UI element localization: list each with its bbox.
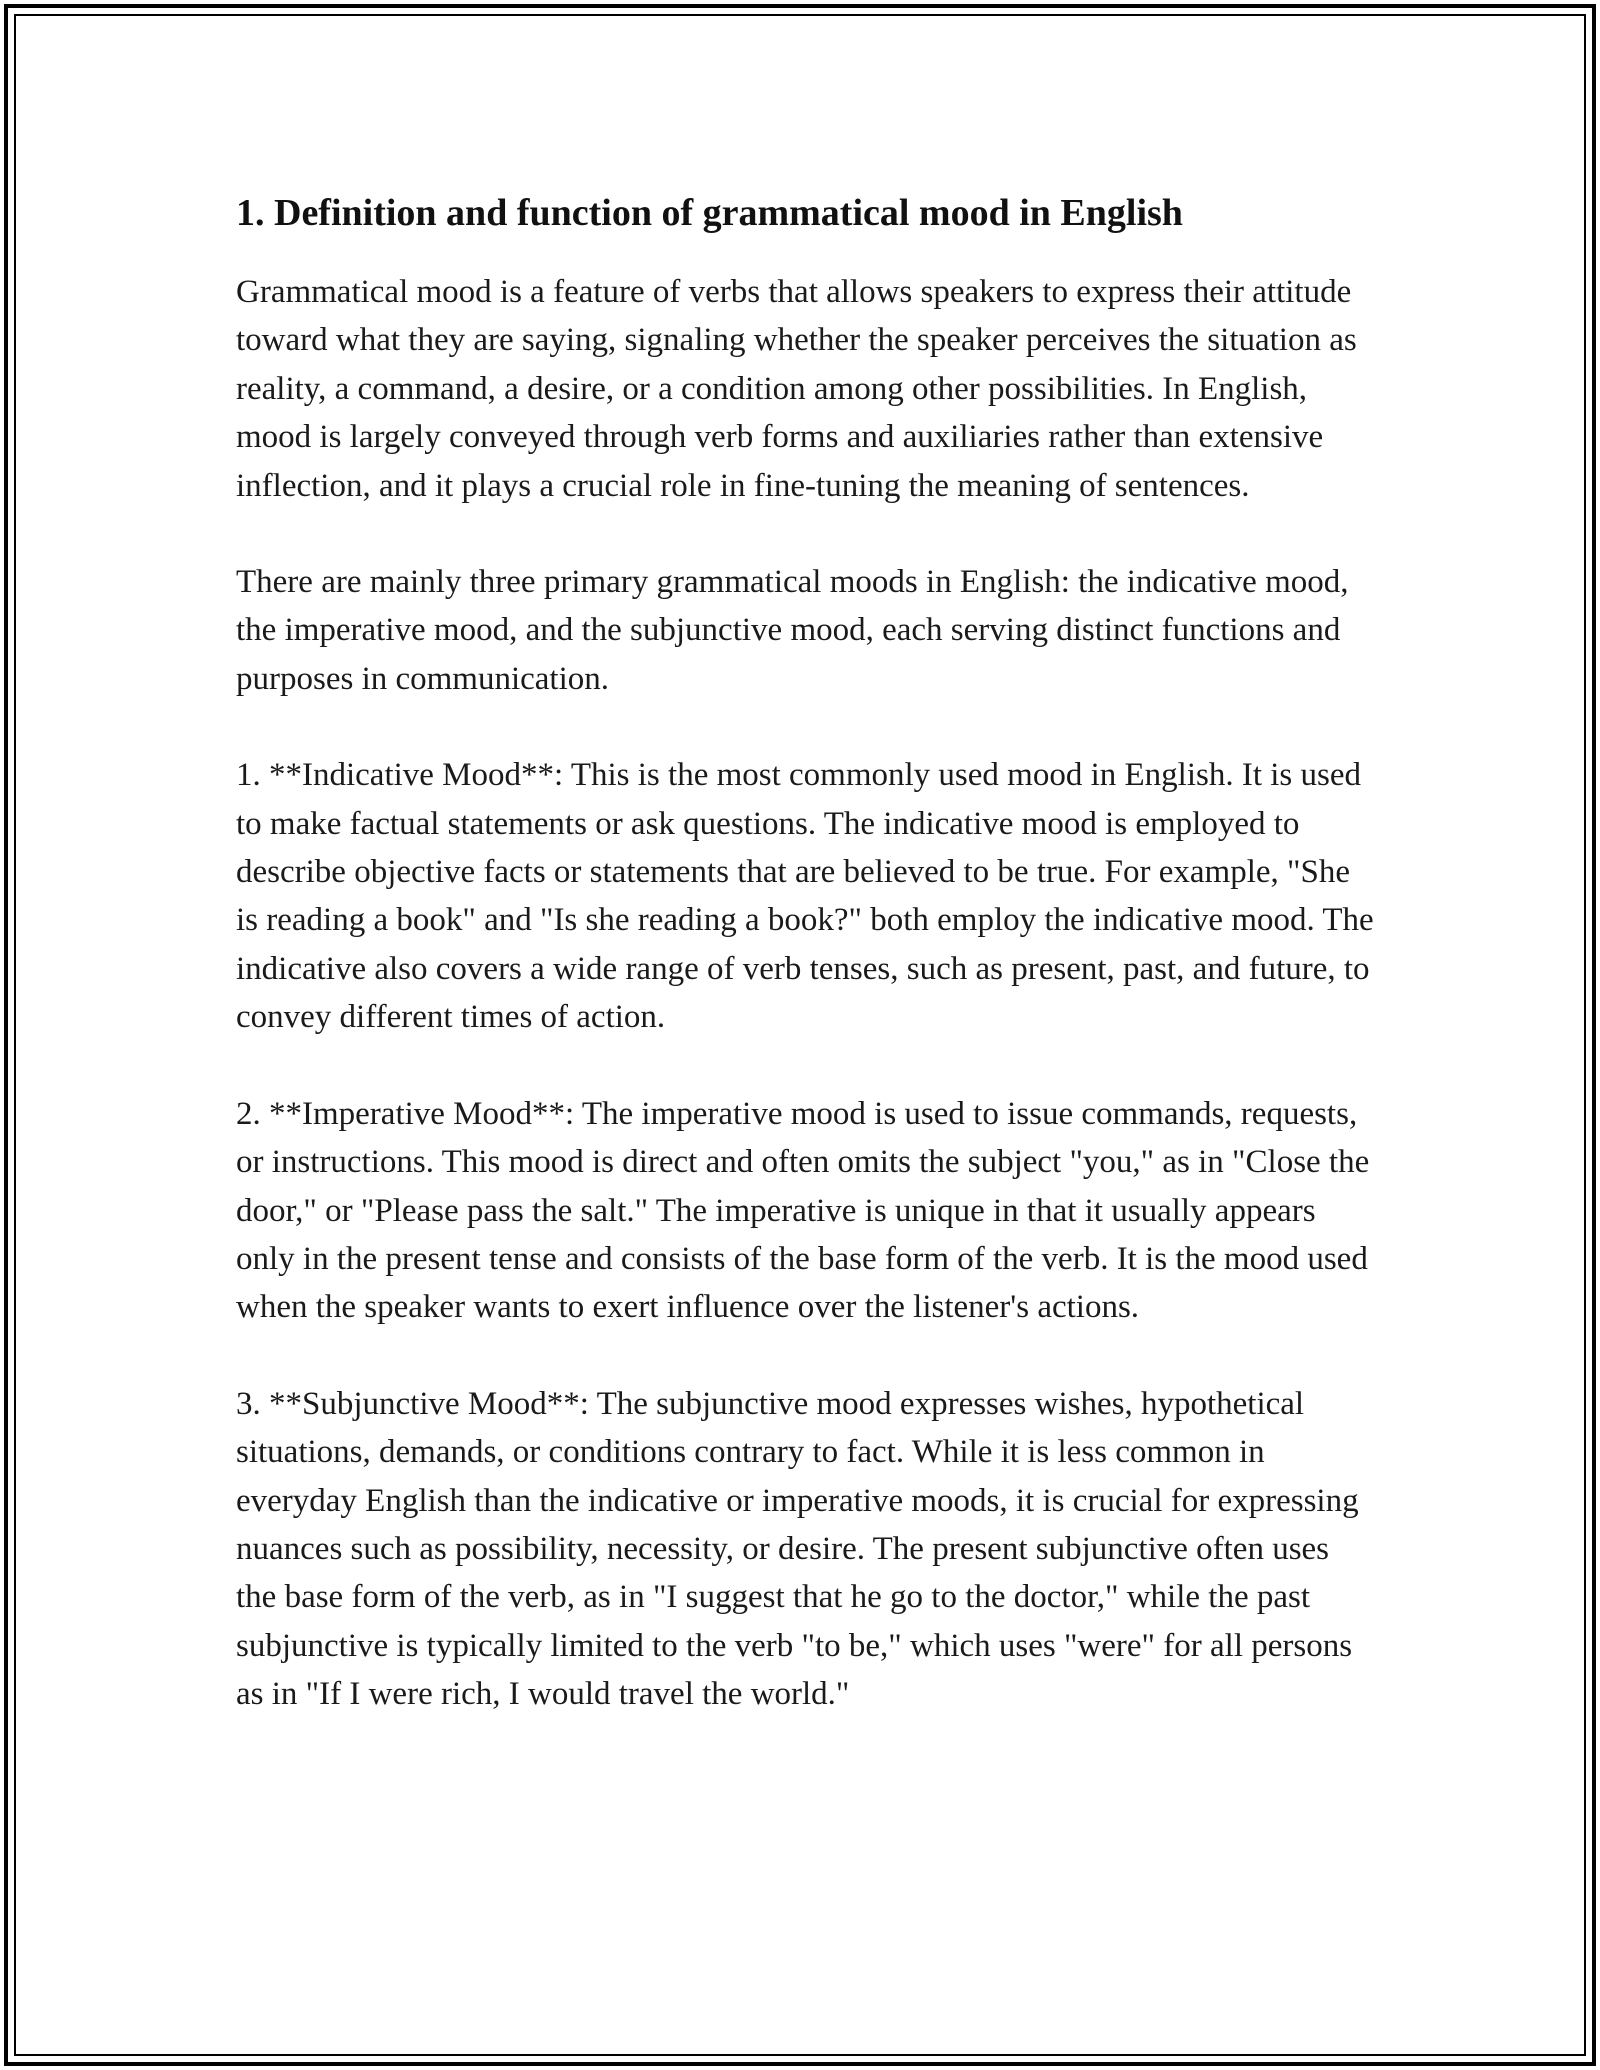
document-body xyxy=(236,184,1376,1767)
paragraph-imperative: 2. **Imperative Mood**: The imperative mood is used to issue commands, requests, or instructions. This mood is direct and often omits the subject "you," as in "Close the door," or "Please pass the salt." The imperative is unique in that it usually appears only in the present tense and consists of the base form of the verb. It is the mood used when the speaker wants to exert influence over the listener's actions. xyxy=(236,1095,1370,1326)
paragraph-subjunctive: 3. **Subjunctive Mood**: The subjunctive mood expresses wishes, hypothetical situations, demands, or conditions contrary to fact. While it is less common in everyday English than the indicative or imperative moods, it is crucial for expressing nuances such as possibility, necessity, or desire. The present subjunctive often uses the base form of the verb, as in "I suggest that he go to the doctor," while the past subjunctive is typically limited to the verb "to be," which uses "were" for all persons as in "If I were rich, I would travel the world." xyxy=(236,1385,1359,1713)
section-heading: 1. Definition and function of grammatical mood in English xyxy=(236,192,1183,234)
paragraph-overview: There are mainly three primary grammatical moods in English: the indicative mood, the imperative mood, and the subjunctive mood, each serving distinct functions and purposes in communication. xyxy=(236,564,1349,697)
paragraph-indicative: 1. **Indicative Mood**: This is the most commonly used mood in English. It is used to make factual statements or ask questions. The indicative mood is employed to describe objective facts or statements that are believed to be true. For example, "She is reading a book" and "Is she reading a book?" both employ the indicative mood. The indicative also covers a wide range of verb tenses, such as present, past, and future, to convey different times of action. xyxy=(236,757,1374,1036)
paragraph-intro: Grammatical mood is a feature of verbs that allows speakers to express their attitude toward what they are saying, signaling whether the speaker perceives the situation as reality, a command, a desire, or a condition among other possibilities. In English, mood is largely conveyed through verb forms and auxiliaries rather than extensive inflection, and it plays a crucial role in fine-tuning the meaning of sentences. xyxy=(236,274,1357,504)
